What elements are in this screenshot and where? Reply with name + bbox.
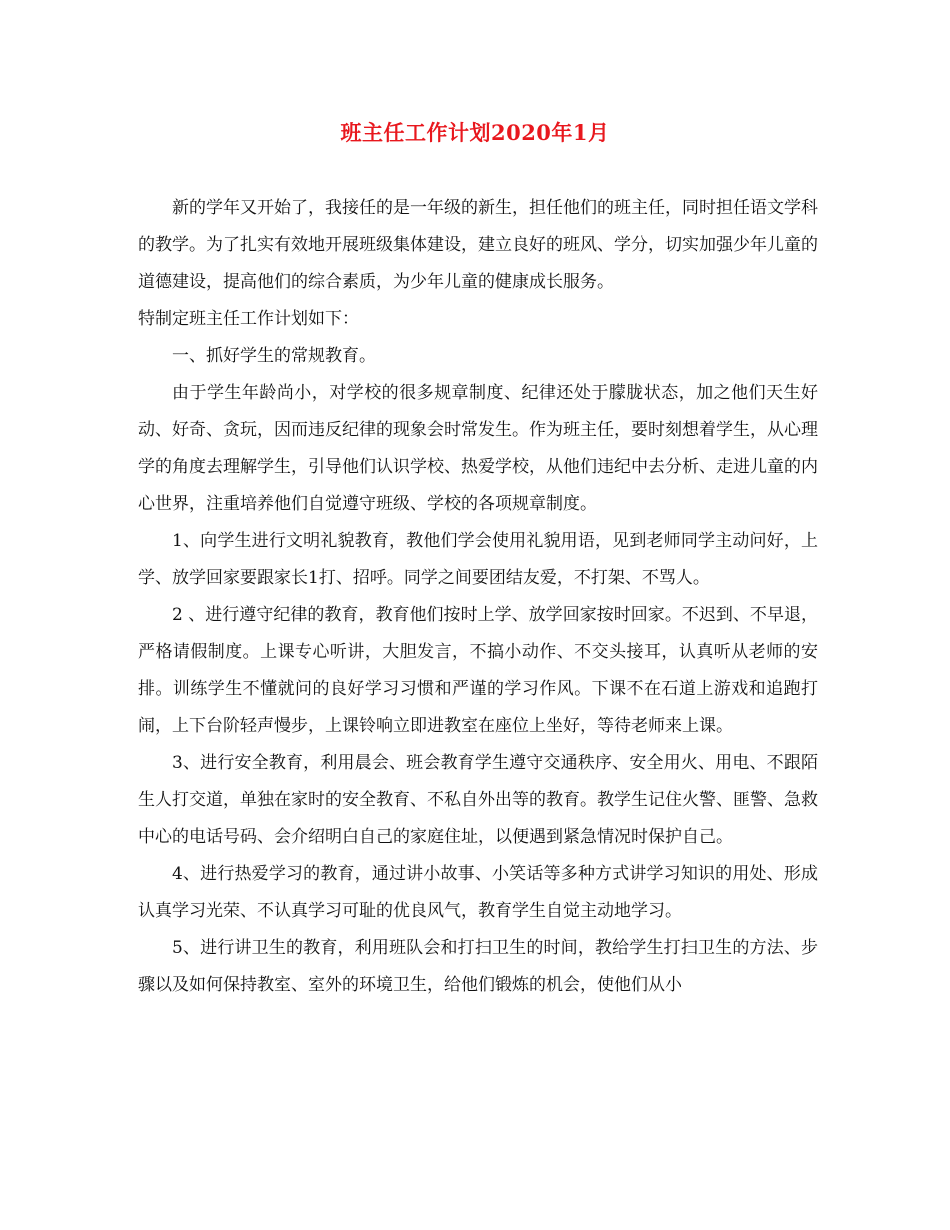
- paragraph-item-4-study: 4、进行热爱学习的教育，通过讲小故事、小笑话等多种方式讲学习知识的用处、形成认真学习光荣、不认真学习可耻的优良风气，教育学生自觉主动地学习。: [138, 864, 818, 921]
- document-body: [138, 190, 818, 1004]
- paragraph-item-1-courtesy: 1、向学生进行文明礼貌教育，教他们学会使用礼貌用语，见到老师同学主动问好，上学、放学回家要跟家长1打、招呼。同学之间要团结友爱，不打架、不骂人。: [138, 531, 818, 588]
- paragraph-item-5-hygiene: 5、进行讲卫生的教育，利用班队会和打扫卫生的时间，教给学生打扫卫生的方法、步骤以及如何保持教室、室外的环境卫生，给他们锻炼的机会，使他们从小: [138, 938, 818, 995]
- section-heading-routine-education: 一、抓好学生的常规教育。: [172, 346, 376, 366]
- paragraph-item-3-safety: 3、进行安全教育，利用晨会、班会教育学生遵守交通秩序、安全用火、用电、不跟陌生人打交道，单独在家时的安全教育、不私自外出等的教育。教学生记住火警、匪警、急救中心的电话号码、会介绍明白自己的家庭住址，以便遇到紧急情况时保护自己。: [138, 753, 818, 847]
- paragraph-item-2-discipline: 2 、进行遵守纪律的教育，教育他们按时上学、放学回家按时回家。不迟到、不早退，严格请假制度。上课专心听讲，大胆发言，不搞小动作、不交头接耳，认真听从老师的安排。训练学生不懂就问的良好学习习惯和严谨的学习作风。下课不在石道上游戏和追跑打闹，上下台阶轻声慢步，上课铃响立即进教室在座位上坐好，等待老师来上课。: [138, 605, 818, 736]
- document-title: 班主任工作计划2020年1月: [340, 120, 610, 145]
- paragraph-routine-reason: 由于学生年龄尚小，对学校的很多规章制度、纪律还处于朦胧状态，加之他们天生好动、好奇、贪玩，因而违反纪律的现象会时常发生。作为班主任，要时刻想着学生，从心理学的角度去理解学生，引导他们认识学校、热爱学校，从他们违纪中去分析、走进儿童的内心世界，注重培养他们自觉遵守班级、学校的各项规章制度。: [138, 383, 818, 514]
- paragraph-intro: 新的学年又开始了，我接任的是一年级的新生，担任他们的班主任，同时担任语文学科的教学。为了扎实有效地开展班级集体建设，建立良好的班风、学分，切实加强少年儿童的道德建设，提高他们的综合素质，为少年儿童的健康成长服务。: [138, 198, 818, 292]
- paragraph-plan-lead: 特制定班主任工作计划如下：: [138, 309, 359, 329]
